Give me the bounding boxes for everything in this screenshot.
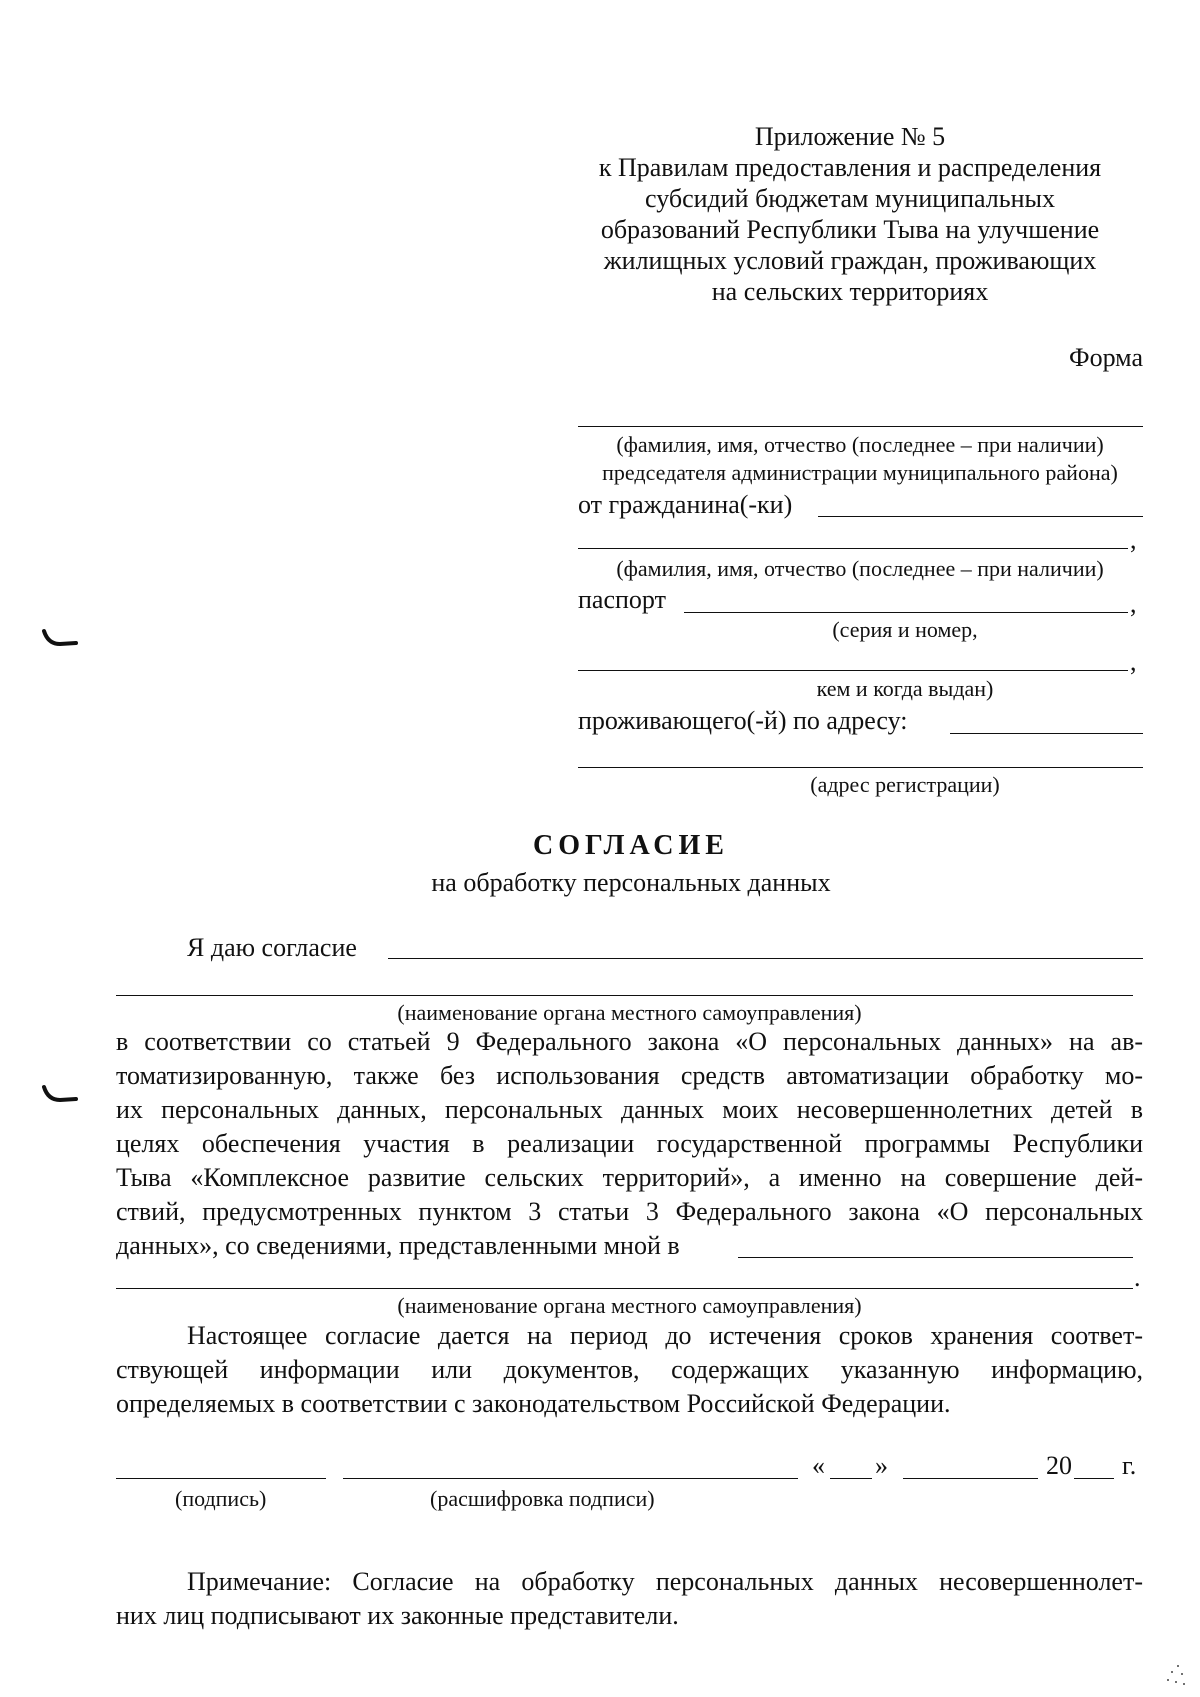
address-line-1[interactable] [950, 733, 1143, 734]
paragraph-last-line: данных», со сведениями, представленными мной в [116, 1231, 680, 1260]
paragraph-line: Тыва «Комплексное развитие сельских территорий», а именно на совершение дей- [116, 1163, 1143, 1192]
signature-line[interactable] [116, 1478, 326, 1479]
note-line: Примечание: Согласие на обработку персональных данных несовершеннолет- [187, 1567, 1143, 1596]
citizen-name-hint: (фамилия, имя, отчество (последнее – при наличии) [616, 556, 1104, 581]
organ-line-2[interactable] [116, 995, 1133, 996]
residing-label: проживающего(-й) по адресу: [578, 706, 908, 735]
passport-series-hint: (серия и номер, [832, 617, 978, 642]
paragraph-line: целях обеспечения участия в реализации государственной программы Республики [116, 1129, 1143, 1158]
scan-dots [1160, 1660, 1190, 1690]
appendix-line: на сельских территориях [711, 277, 989, 306]
note-line: них лиц подписывают их законные представители. [116, 1601, 679, 1630]
passport-issued-line[interactable] [578, 670, 1128, 671]
from-citizen-label: от гражданина(-ки) [578, 490, 793, 519]
citizen-name-line-1[interactable] [818, 516, 1143, 517]
paragraph-line: ствующей информации или документов, содержащих указанную информацию, [116, 1355, 1143, 1384]
signature-hint: (подпись) [175, 1486, 267, 1511]
chair-position-hint: председателя администрации муниципального района) [602, 460, 1118, 485]
paragraph-line: ствий, предусмотренных пунктом 3 статьи 3 Федерального закона «О персональных [116, 1197, 1143, 1226]
passport-label: паспорт [578, 585, 666, 614]
form-label: Форма [1069, 343, 1143, 372]
address-hint: (адрес регистрации) [810, 772, 1000, 797]
year-suffix: г. [1122, 1451, 1137, 1480]
signature-decoding-line[interactable] [343, 1478, 798, 1479]
chair-name-line[interactable] [578, 426, 1143, 427]
organ-line-1[interactable] [388, 958, 1143, 959]
paragraph-line: томатизированную, также без использования средств автоматизации обработку мо- [116, 1061, 1143, 1090]
paragraph-line: в соответствии со статьей 9 Федерального закона «О персональных данных» на ав- [116, 1027, 1143, 1056]
appendix-line: субсидий бюджетам муниципальных [645, 184, 1055, 213]
appendix-line: к Правилам предоставления и распределения [598, 153, 1102, 182]
comma: , [1130, 647, 1137, 676]
decoding-hint: (расшифровка подписи) [430, 1486, 655, 1511]
appendix-line: образований Республики Тыва на улучшение [600, 215, 1100, 244]
organ-hint: (наименование органа местного самоуправления) [397, 1293, 862, 1318]
margin-mark [40, 628, 80, 650]
year-line[interactable] [1074, 1478, 1114, 1479]
organ-data-line-2[interactable] [116, 1288, 1133, 1289]
quote-close: » [875, 1451, 888, 1480]
address-line-2[interactable] [578, 767, 1143, 768]
chair-name-hint: (фамилия, имя, отчество (последнее – при наличии) [616, 432, 1104, 457]
paragraph-last-line: определяемых в соответствии с законодательством Российской Федерации. [116, 1389, 951, 1418]
document-title: СОГЛАСИЕ [533, 830, 729, 861]
passport-issued-hint: кем и когда выдан) [816, 676, 994, 701]
document-subtitle: на обработку персональных данных [431, 868, 831, 897]
comma: , [1130, 589, 1137, 618]
month-line[interactable] [903, 1478, 1038, 1479]
year-prefix: 20 [1046, 1451, 1072, 1480]
comma: , [1130, 525, 1137, 554]
appendix-line: жилищных условий граждан, проживающих [603, 246, 1097, 275]
appendix-number: Приложение № 5 [754, 122, 946, 151]
citizen-name-line-2[interactable] [578, 548, 1128, 549]
consent-start: Я даю согласие [187, 933, 357, 962]
paragraph-line: их персональных данных, персональных данных моих несовершеннолетних детей в [116, 1095, 1143, 1124]
organ-hint: (наименование органа местного самоуправления) [397, 1000, 862, 1025]
margin-mark [40, 1084, 80, 1106]
period: . [1134, 1263, 1141, 1292]
passport-series-line[interactable] [684, 612, 1128, 613]
day-line[interactable] [830, 1478, 872, 1479]
organ-data-line-1[interactable] [738, 1257, 1133, 1258]
quote-open: « [812, 1451, 825, 1480]
paragraph-line: Настоящее согласие дается на период до истечения сроков хранения соответ- [187, 1321, 1143, 1350]
